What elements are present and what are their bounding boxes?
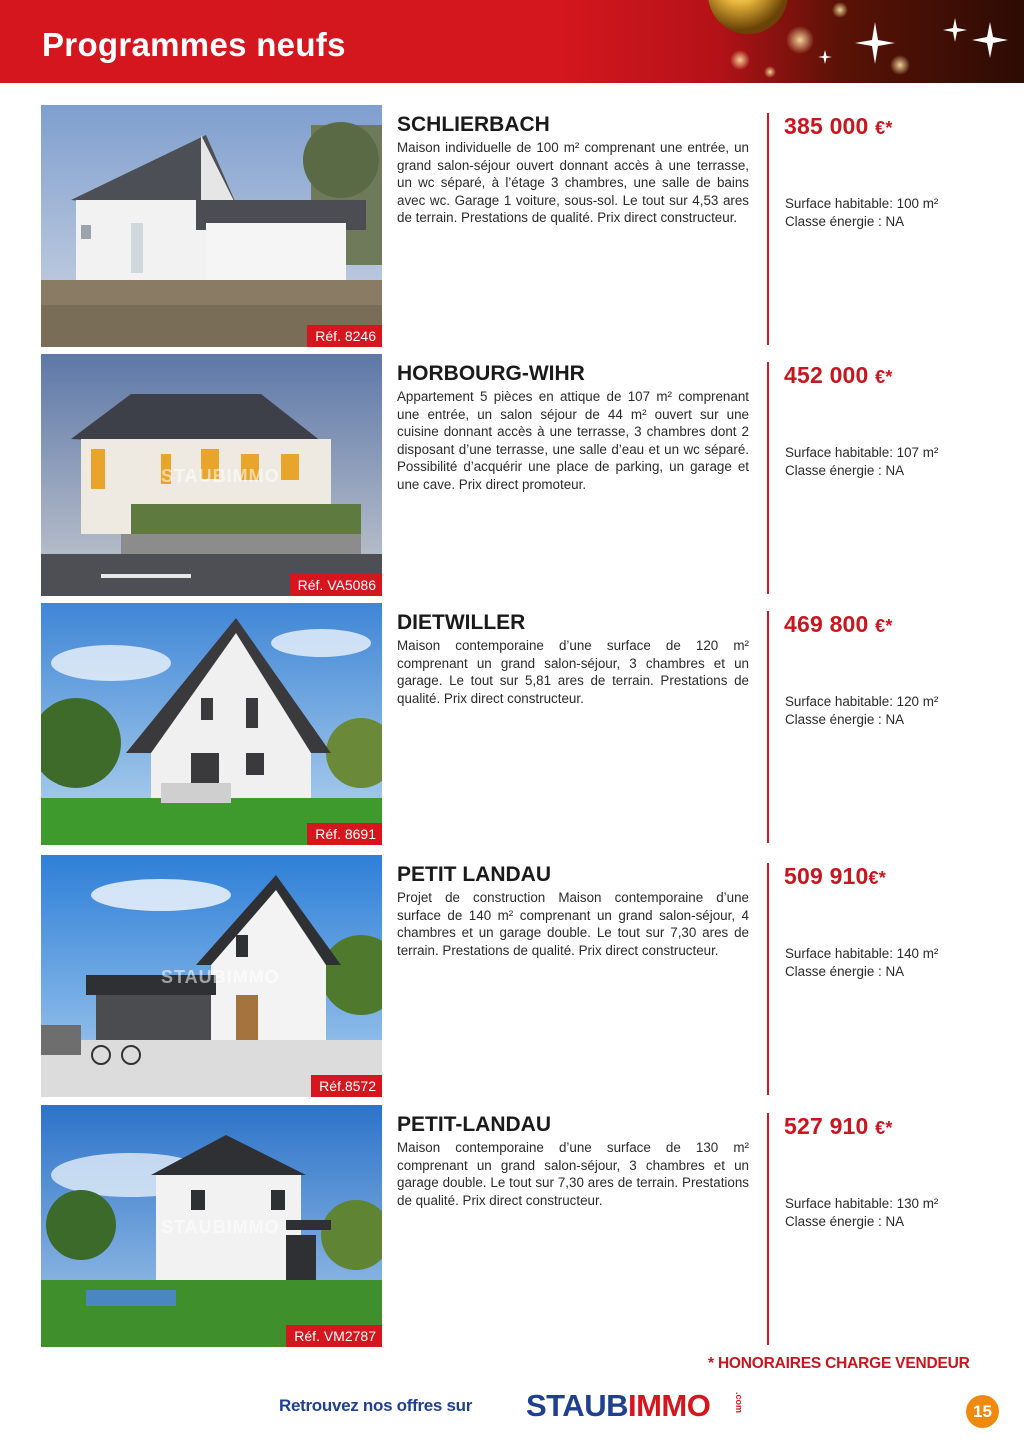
city-title: DIETWILLER [397,611,526,634]
price-value: 385 000 [784,113,869,139]
divider-line [767,362,769,594]
price-currency: €* [875,616,893,636]
listing-card[interactable] [0,105,1024,347]
offers-caption: Retrouvez nos offres sur [279,1396,473,1415]
price-value: 469 800 [784,611,869,637]
property-photo[interactable] [41,354,382,596]
property-description: Maison contemporaine d’une surface de 120 m² comprenant un grand salon-séjour, 3 chambres et un garage. Le tout sur 5,81 ares de terrain. Prestations de qualité. Prix direct constructeur. [397,638,749,706]
property-description: Appartement 5 pièces en attique de 107 m² comprenant une entrée, un salon séjour de 44 m² ouvert sur une cuisine donnant accès à une terrasse, 3 chambres dont 2 disposant d’une terrasse, une salle d’eau et un wc séparé. Possibilité d’acquérir une place de parking, un garage et une cave. Prix direct promoteur. [397,389,749,492]
surface-text: Surface habitable: 130 m² [785,1196,939,1211]
reference-badge: Réf.8572 [311,1075,382,1097]
property-description: Projet de construction Maison contemporaine d’une surface de 140 m² comprenant un grand salon-séjour, 4 chambres et un garage double. Le tout sur 7,30 ares de terrain. Prestations de qualité. Prix direct constructeur. [397,890,749,958]
staubimmo-logo[interactable] [526,1388,710,1424]
property-meta [785,195,938,231]
energy-class-text: Classe énergie : NA [785,712,905,727]
surface-text: Surface habitable: 107 m² [785,445,939,460]
property-meta [785,1195,938,1231]
energy-class-text: Classe énergie : NA [785,214,905,229]
divider-line [767,611,769,843]
property-photo[interactable] [41,1105,382,1347]
energy-class-text: Classe énergie : NA [785,964,905,979]
star-sparkle-icon [818,18,1008,64]
reference-badge: Réf. 8246 [307,325,382,347]
city-title: HORBOURG-WIHR [397,362,585,385]
divider-line [767,1113,769,1345]
logo-part-immo: IMMO [627,1388,711,1423]
surface-text: Surface habitable: 140 m² [785,946,939,961]
page-header [0,0,1024,83]
page-number-badge: 15 [966,1395,999,1428]
price-value: 452 000 [784,362,869,388]
logo-suffix: .com [734,1392,744,1414]
logo-part-staub: STAUB [526,1388,628,1423]
fees-note: * HONORAIRES CHARGE VENDEUR [708,1355,970,1372]
listing-card[interactable] [0,603,1024,845]
property-meta [785,945,938,981]
page-title: Programmes neufs [42,26,346,63]
property-photo[interactable] [41,105,382,347]
price [784,1113,893,1140]
price-currency: €* [875,118,893,138]
christmas-decoration [640,0,1024,83]
listing-card[interactable] [0,855,1024,1097]
divider-line [767,113,769,345]
surface-text: Surface habitable: 100 m² [785,196,939,211]
price-value: 509 910 [784,863,869,889]
watermark-text: STAUBIMMO [161,967,280,987]
watermark-text: STAUBIMMO [161,466,280,486]
price-currency: €* [875,1118,893,1138]
bokeh-ornament-icon [708,0,788,34]
property-description: Maison contemporaine d’une surface de 130 m² comprenant un grand salon-séjour, 3 chambres et un garage double. Le tout sur 7,30 ares de terrain. Prestations de qualité. Prix direct constructeur. [397,1140,749,1208]
property-meta [785,444,938,480]
divider-line [767,863,769,1095]
energy-class-text: Classe énergie : NA [785,463,905,478]
surface-text: Surface habitable: 120 m² [785,694,939,709]
energy-class-text: Classe énergie : NA [785,1214,905,1229]
reference-badge: Réf. VA5086 [290,574,382,596]
price [784,863,886,890]
property-meta [785,693,938,729]
reference-badge: Réf. VM2787 [286,1325,382,1347]
property-photo[interactable] [41,855,382,1097]
watermark-text: STAUBIMMO [161,1217,280,1237]
price [784,113,893,140]
price-value: 527 910 [784,1113,869,1139]
price-currency: €* [868,868,886,888]
city-title: PETIT LANDAU [397,863,551,886]
city-title: PETIT-LANDAU [397,1113,551,1136]
city-title: SCHLIERBACH [397,113,550,136]
price [784,611,893,638]
listing-card[interactable] [0,1105,1024,1347]
property-photo[interactable] [41,603,382,845]
listing-card[interactable] [0,354,1024,596]
property-description: Maison individuelle de 100 m² comprenant une entrée, un grand salon-séjour ouvert donnant accès à une terrasse, un wc séparé, à l’étage 3 chambres, une salle de bains avec wc. Garage 1 voiture, sous-sol. Le tout sur 4,53 ares de terrain. Prestations de qualité. Prix direct constructeur. [397,140,749,226]
reference-badge: Réf. 8691 [307,823,382,845]
price [784,362,893,389]
price-currency: €* [875,367,893,387]
